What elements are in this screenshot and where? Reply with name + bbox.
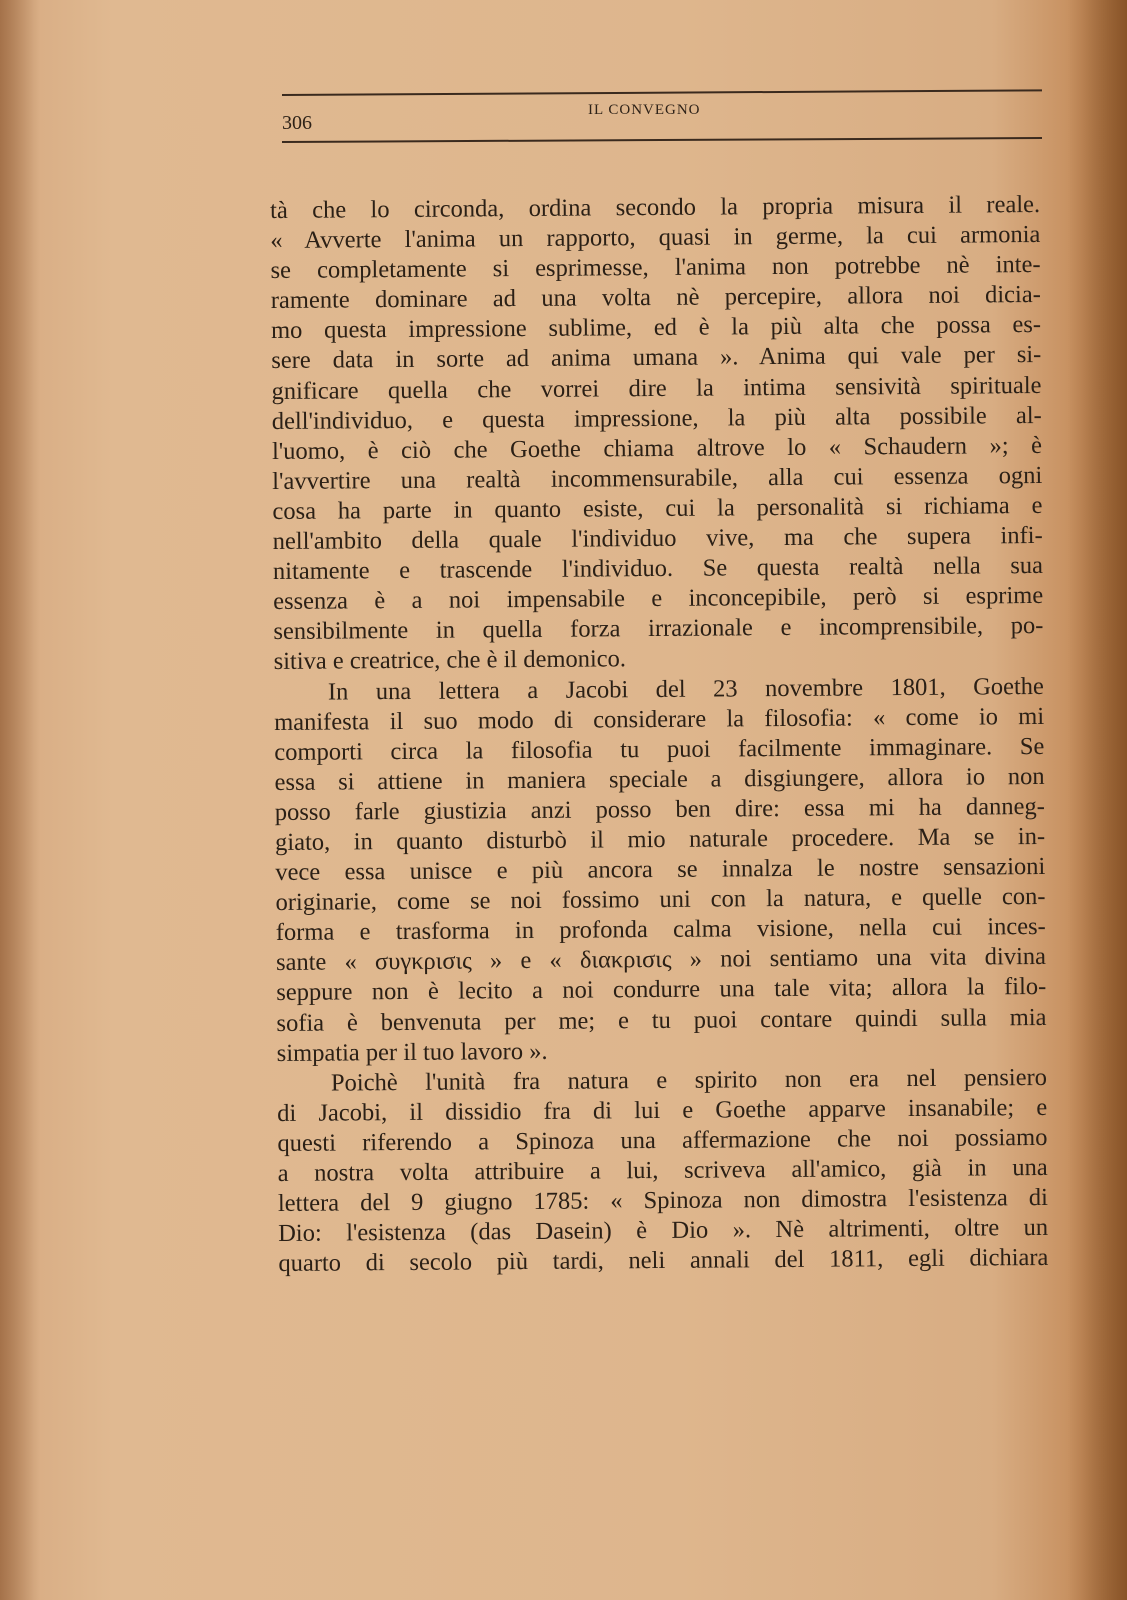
text-line: vece essa unisce e più ancora se innalza le nostre sensazioni bbox=[275, 852, 1046, 887]
text-line: ramente dominare ad una volta nè percepire, allora noi dicia- bbox=[270, 281, 1041, 315]
page-header bbox=[282, 100, 1042, 138]
body-text bbox=[270, 190, 1048, 1279]
text-line: posso farle giustizia anzi posso ben dire: essa mi ha danneg- bbox=[274, 792, 1045, 826]
text-line: sensibilmente in quella forza irrazionale e incomprensibile, po- bbox=[273, 612, 1044, 646]
text-line: quarto di secolo più tardi, neli annali del 1811, egli dichiara bbox=[278, 1244, 1049, 1278]
text-line: sante « συγκρισις » e « διακρισις » noi sentiamo una vita divina bbox=[275, 943, 1047, 977]
text-line: giato, in quanto disturbò il mio naturale procedere. Ma se in- bbox=[274, 822, 1046, 856]
text-line: l'avvertire una realtà incommensurabile, alla cui essenza ogni bbox=[272, 461, 1043, 495]
text-line: Poichè l'unità fra natura e spirito non era nel pensiero bbox=[330, 1063, 1048, 1097]
text-line: sofia è benvenuta per me; e tu puoi contare quindi sulla mia bbox=[276, 1003, 1047, 1037]
text-line: lettera del 9 giugno 1785: « Spinoza non dimostra l'esistenza di bbox=[277, 1184, 1048, 1218]
text-line: l'uomo, è ciò che Goethe chiama altrove lo « Schaudern »; è bbox=[271, 431, 1043, 465]
text-line: originarie, come se noi fossimo uni con la natura, e quelle con- bbox=[275, 883, 1046, 917]
text-line: mo questa impressione sublime, ed è la più alta che possa es- bbox=[270, 311, 1042, 345]
text-line: sitiva e creatrice, che è il demonico. bbox=[273, 645, 627, 676]
text-line: nell'ambito della quale l'individuo vive, ma che supera infi- bbox=[272, 521, 1043, 556]
running-title: IL CONVEGNO bbox=[588, 102, 701, 118]
text-line: sere data in sorte ad anima umana ». Anima qui vale per si- bbox=[271, 341, 1042, 375]
text-line: se completamente si esprimesse, l'anima non potrebbe nè inte- bbox=[270, 251, 1041, 285]
text-line: a nostra volta attribuire a lui, scriveva all'amico, già in una bbox=[277, 1153, 1048, 1187]
text-line: Dio: l'esistenza (das Dasein) è Dio ». Nè altrimenti, oltre un bbox=[278, 1214, 1049, 1248]
text-line: essenza è a noi impensabile e inconcepibile, però si esprime bbox=[273, 582, 1044, 616]
text-line: nitamente e trascende l'individuo. Se questa realtà nella sua bbox=[272, 552, 1044, 586]
page-number: 306 bbox=[282, 112, 312, 134]
text-line: tà che lo circonda, ordina secondo la propria misura il reale. bbox=[270, 190, 1041, 224]
text-line: cosa ha parte in quanto esiste, cui la personalità si richiama e bbox=[272, 491, 1043, 525]
text-line: questi riferendo a Spinoza una affermazione che noi possiamo bbox=[277, 1123, 1048, 1157]
text-line: gnificare quella che vorrei dire la intima sensività spirituale bbox=[271, 371, 1042, 405]
text-line: seppure non è lecito a noi condurre una tale vita; allora la filo- bbox=[276, 973, 1047, 1007]
text-line: « Avverte l'anima un rapporto, quasi in germe, la cui armonia bbox=[270, 221, 1041, 255]
text-line: comporti circa la filosofia tu puoi facilmente immaginare. Se bbox=[274, 732, 1045, 766]
text-line: simpatia per il tuo lavoro ». bbox=[276, 1037, 548, 1067]
binding-shadow bbox=[0, 0, 40, 1600]
text-line: forma e trasforma in profonda calma visione, nella cui inces- bbox=[275, 913, 1046, 947]
text-line: dell'individuo, e questa impressione, la più alta possibile al- bbox=[271, 401, 1042, 435]
text-line: essa si attiene in maniera speciale a disgiungere, allora io non bbox=[274, 762, 1045, 796]
text-line: manifesta il suo modo di considerare la filosofia: « come io mi bbox=[274, 702, 1045, 736]
text-line: di Jacobi, il dissidio fra di lui e Goethe apparve insanabile; e bbox=[277, 1093, 1048, 1127]
page-edge-shadow bbox=[1067, 0, 1127, 1600]
text-line: In una lettera a Jacobi del 23 novembre 1801, Goethe bbox=[327, 672, 1044, 706]
